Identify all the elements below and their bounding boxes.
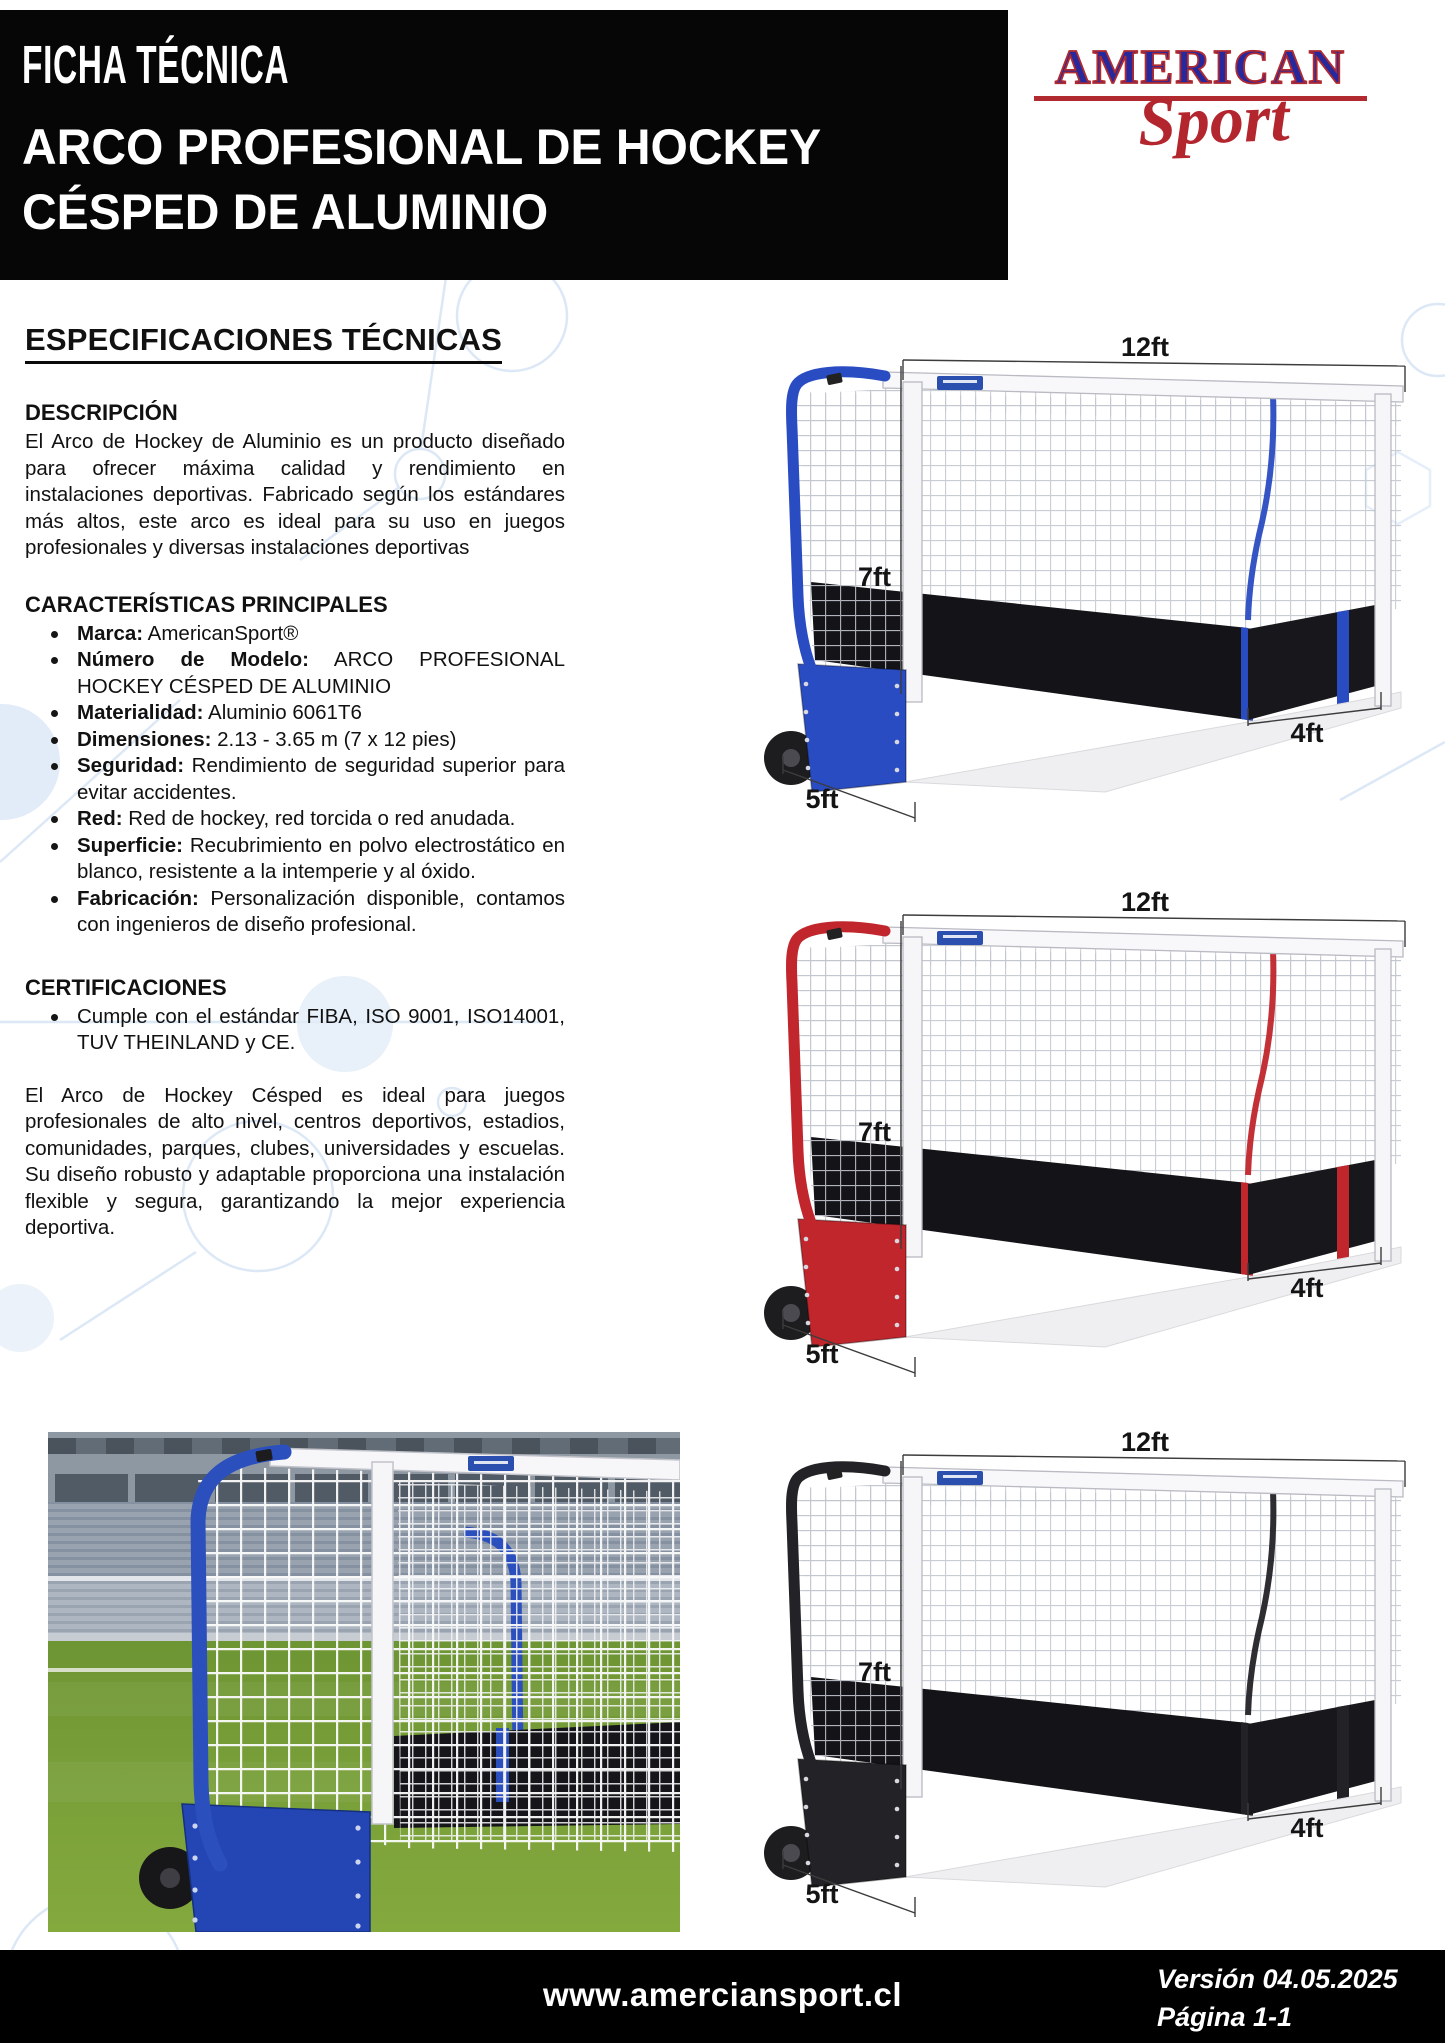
dimension-label-height: 7ft	[858, 1657, 891, 1687]
footer-version-block	[1157, 1960, 1398, 2036]
feature-text: AmericanSport®	[147, 621, 299, 645]
goal-diagram-blue	[585, 330, 1435, 830]
features-title: CARACTERÍSTICAS PRINCIPALES	[25, 591, 388, 617]
feature-item	[25, 700, 565, 727]
feature-item	[25, 621, 565, 648]
goal-post-right	[1375, 394, 1391, 706]
feature-label: Número de Modelo:	[77, 648, 310, 671]
ground-sheet	[905, 1787, 1401, 1887]
goal-illustration	[585, 330, 1435, 830]
ground-sheet	[905, 692, 1401, 792]
feature-item	[25, 886, 565, 939]
dimension-label-width: 12ft	[1120, 887, 1170, 917]
feature-item	[25, 727, 565, 754]
brand-logo	[1028, 38, 1373, 166]
dimension-label-width: 12ft	[1120, 332, 1170, 362]
feature-text: Aluminio 6061T6	[208, 701, 362, 724]
ground-sheet	[905, 1247, 1401, 1347]
description-text: El Arco de Hockey de Aluminio es un producto diseñado para ofrecer máxima calidad y rendimiento en instalaciones deportivas. Fabricado según los estándares más altos, este arco es ideal para su uso en juegos profesionales y diversas instalaciones deportivas	[25, 430, 565, 559]
dimension-label-base: 5ft	[805, 1879, 839, 1909]
dimension-label-side: 4ft	[1290, 1813, 1324, 1843]
footer-bar	[0, 1950, 1445, 2043]
footer-version: Versión 04.05.2025	[1157, 1964, 1398, 1994]
goal-illustration	[585, 885, 1435, 1385]
goal-diagram-black	[585, 1425, 1435, 1925]
goal-post-left	[903, 1477, 922, 1797]
feature-text: ARCO PROFESIONAL HOCKEY CÉSPED DE ALUMINIO	[77, 648, 565, 698]
logo-american-text: AMERICAN	[1055, 39, 1346, 94]
side-board-left	[798, 1759, 906, 1887]
certifications-title: CERTIFICACIONES	[25, 974, 227, 1000]
feature-label: Marca:	[77, 621, 144, 645]
dimension-label-side: 4ft	[1290, 1273, 1324, 1303]
goal-diagram-red	[585, 885, 1435, 1385]
goal-illustration	[585, 1425, 1435, 1925]
feature-text: Personalización disponible, contamos con ingenieros de diseño profesional.	[77, 886, 565, 936]
page-title: FICHA TÉCNICA	[22, 35, 290, 95]
goal-post-right	[1375, 949, 1391, 1261]
description-title: DESCRIPCIÓN	[25, 400, 178, 425]
certifications-list	[25, 1004, 565, 1057]
features-list	[25, 621, 565, 939]
footer-page: Página 1-1	[1157, 2002, 1293, 2032]
section-heading: ESPECIFICACIONES TÉCNICAS	[25, 322, 502, 364]
footer-website[interactable]: www.amerciansport.cl	[542, 1976, 903, 2013]
feature-label: Dimensiones:	[77, 727, 212, 751]
net-side-panel	[798, 388, 905, 698]
feature-text: Rendimiento de seguridad superior para evitar accidentes.	[77, 754, 565, 804]
dimension-label-base: 5ft	[805, 784, 839, 814]
net-side-panel	[798, 1483, 905, 1793]
goal-post-right	[1375, 1489, 1391, 1801]
dimension-label-base: 5ft	[805, 1339, 839, 1369]
feature-item	[25, 753, 565, 806]
goal-post-left	[903, 937, 922, 1257]
feature-item	[25, 647, 565, 700]
feature-label: Fabricación:	[77, 886, 199, 910]
product-title-line1: ARCO PROFESIONAL DE HOCKEY	[22, 119, 822, 175]
side-board-left	[798, 1219, 906, 1347]
specifications-section	[25, 322, 565, 1242]
certification-item: Cumple con el estándar FIBA, ISO 9001, ISO14001, TUV THEINLAND y CE.	[25, 1004, 565, 1057]
feature-item	[25, 806, 565, 833]
dimension-label-height: 7ft	[858, 1117, 891, 1147]
feature-text: 2.13 - 3.65 m (7 x 12 pies)	[217, 727, 457, 751]
header-banner	[0, 10, 1008, 280]
dimension-label-height: 7ft	[858, 562, 891, 592]
dimension-label-side: 4ft	[1290, 718, 1324, 748]
side-board-left	[798, 664, 906, 792]
feature-label: Red:	[77, 807, 123, 830]
feature-label: Superficie:	[77, 833, 183, 857]
logo-sport-text: Sport	[1136, 78, 1291, 161]
feature-label: Seguridad:	[77, 754, 185, 777]
net-side-panel	[798, 943, 905, 1253]
product-title-line2: CÉSPED DE ALUMINIO	[22, 184, 549, 240]
goal-post-left	[903, 382, 922, 702]
feature-text: Red de hockey, red torcida o red anudada.	[128, 807, 516, 830]
feature-label: Materialidad:	[77, 701, 204, 724]
feature-text: Recubrimiento en polvo electrostático en blanco, resistente a la intemperie y al óxido.	[77, 833, 566, 883]
closing-text: El Arco de Hockey Césped es ideal para juegos profesionales de alto nivel, centros deportivos, estadios, comunidades, parques, clubes, universidades y escuelas. Su diseño robusto y adaptable proporciona una instalación flexible y segura, garantizando la mejor experiencia deportiva.	[25, 1083, 565, 1239]
feature-item	[25, 833, 565, 886]
dimension-label-width: 12ft	[1120, 1427, 1170, 1457]
